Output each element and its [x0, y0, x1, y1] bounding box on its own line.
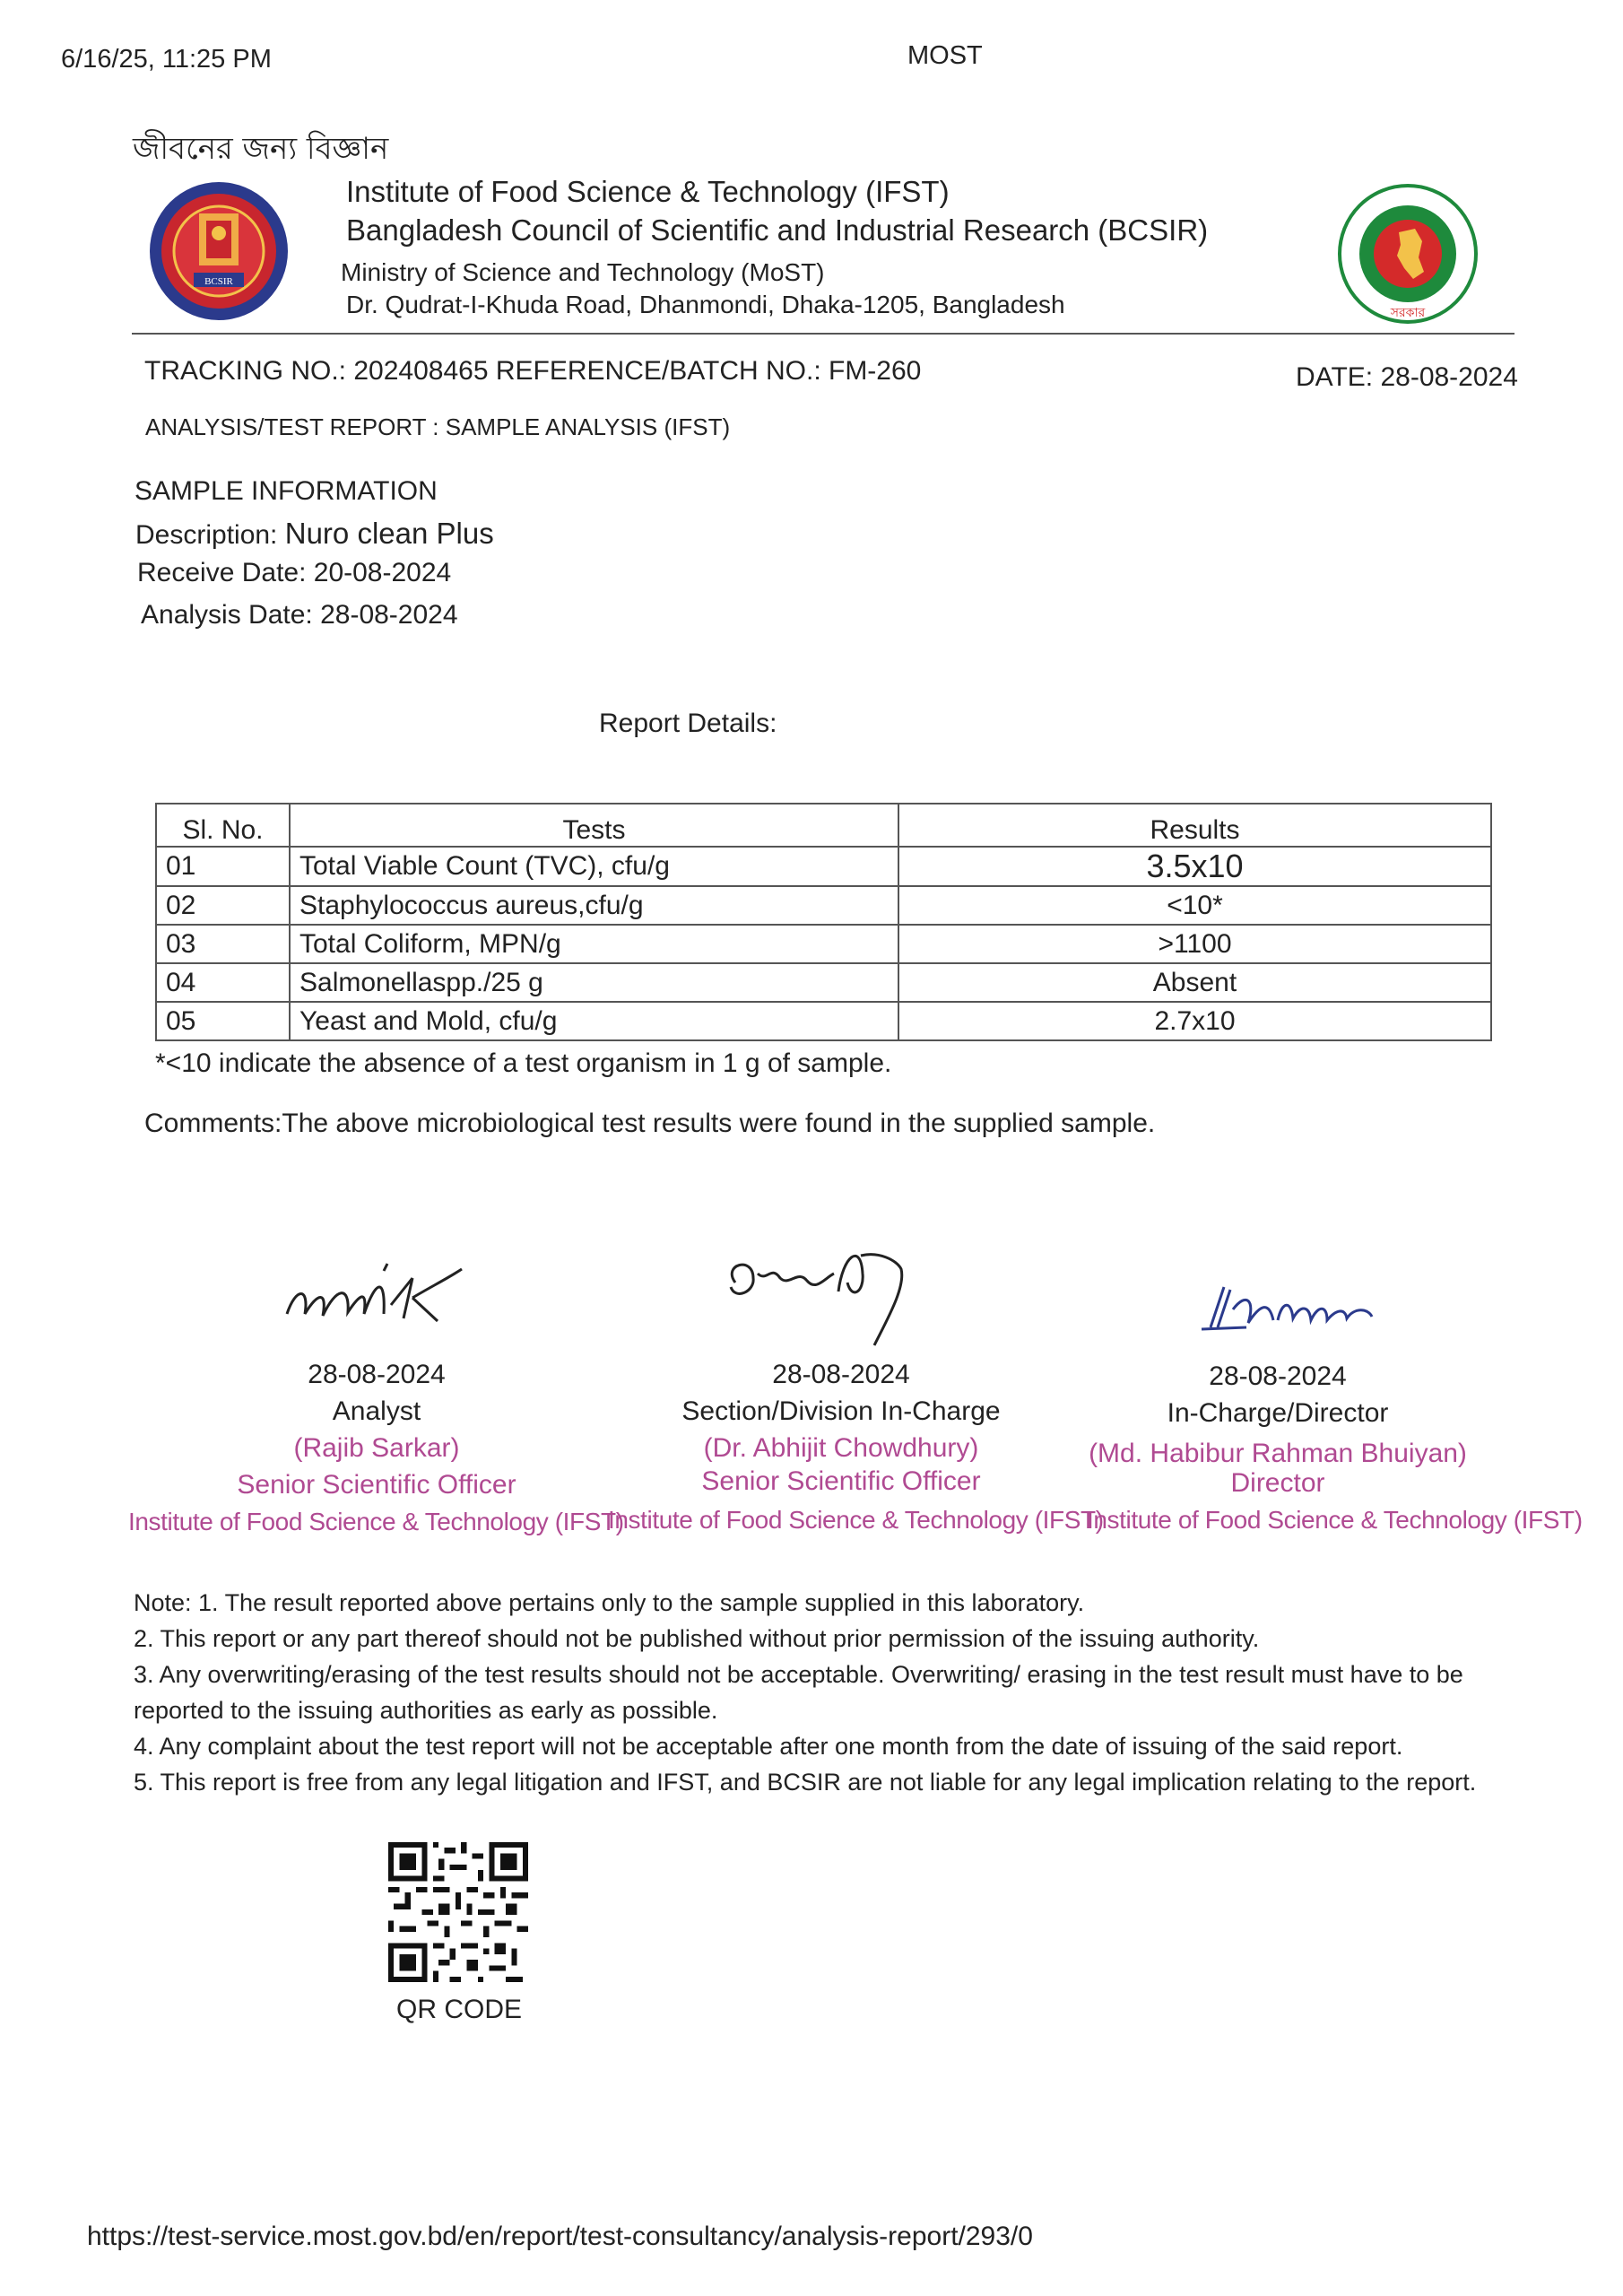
- bangladesh-govt-seal: [1336, 182, 1480, 326]
- test-cell: Yeast and Mold, cfu/g: [290, 1002, 898, 1040]
- test-cell: Total Viable Count (TVC), cfu/g: [290, 847, 898, 886]
- signatory-role: Section/Division In-Charge: [681, 1396, 1001, 1426]
- signatory-designation: Senior Scientific Officer: [701, 1466, 981, 1496]
- signatory-section-in-charge: [644, 1356, 1038, 1500]
- org-line-most: Ministry of Science and Technology (MoST): [341, 258, 825, 286]
- signatory-institute: Institute of Food Science & Technology (IFST): [1087, 1506, 1583, 1534]
- sample-heading: SAMPLE INFORMATION: [135, 476, 438, 506]
- print-datetime: 6/16/25, 11:25 PM: [61, 45, 272, 74]
- note-item: 4. Any complaint about the test report will not be acceptable after one month from the date of issuing of the said report.: [134, 1733, 1403, 1760]
- sl-cell: 05: [156, 1002, 290, 1040]
- signatory-designation: Director: [1230, 1468, 1325, 1498]
- qr-label: QR CODE: [396, 1995, 523, 2024]
- note-item: Note: 1. The result reported above pertains only to the sample supplied in this laboratory.: [134, 1589, 1085, 1616]
- sample-description: [135, 517, 494, 551]
- signatory-institute: Institute of Food Science & Technology (IFST): [608, 1506, 1104, 1534]
- bcsir-logo: [147, 179, 291, 323]
- note-item: 2. This report or any part thereof should not be published without prior permission of the issuing authority.: [134, 1625, 1260, 1652]
- director-signature: [1193, 1274, 1408, 1345]
- sample-analysis-date: Analysis Date: 28-08-2024: [141, 600, 458, 630]
- note-item: 3. Any overwriting/erasing of the test results should not be acceptable. Overwriting/ erasing in the test result must have to be reported to the issuing authorities as early as possible.: [134, 1661, 1463, 1724]
- result-cell: >1100: [898, 925, 1491, 963]
- table-row: [156, 963, 1491, 1002]
- test-cell: Salmonellaspp./25 g: [290, 963, 898, 1002]
- bangla-tagline: জীবনের জন্য বিজ্ঞান: [133, 131, 389, 167]
- test-cell: Staphylococcus aureus,cfu/g: [290, 886, 898, 925]
- govt-seal-text: সরকার: [1390, 306, 1426, 320]
- notes: [134, 1585, 1559, 1800]
- signatory-name: (Md. Habibur Rahman Bhuiyan): [1089, 1439, 1467, 1468]
- report-type: ANALYSIS/TEST REPORT : SAMPLE ANALYSIS (IFST): [145, 413, 731, 440]
- results-table-header: [156, 804, 1491, 847]
- result-cell: <10*: [898, 886, 1491, 925]
- result-cell: 2.7x10: [898, 1002, 1491, 1040]
- sl-cell: 01: [156, 847, 290, 886]
- table-row: [156, 1002, 1491, 1040]
- bcsir-logo-text: BCSIR: [204, 276, 233, 287]
- col-header-sl: Sl. No.: [156, 804, 290, 847]
- org-line-ifst: Institute of Food Science & Technology (IFST): [346, 175, 950, 208]
- qr-code: [388, 1842, 528, 1982]
- result-cell: 3.5x10: [898, 847, 1491, 886]
- signatory-date: 28-08-2024: [772, 1360, 910, 1389]
- header-divider: [132, 333, 1515, 335]
- signatory-designation: Senior Scientific Officer: [237, 1470, 516, 1500]
- org-line-address: Dr. Qudrat-I-Khuda Road, Dhanmondi, Dhaka-1205, Bangladesh: [346, 291, 1065, 318]
- sl-cell: 04: [156, 963, 290, 1002]
- signatory-date: 28-08-2024: [1209, 1361, 1347, 1391]
- signatory-name: (Dr. Abhijit Chowdhury): [703, 1433, 979, 1463]
- sl-cell: 03: [156, 925, 290, 963]
- analyst-signature: [278, 1251, 475, 1341]
- sample-receive-date: Receive Date: 20-08-2024: [137, 558, 452, 587]
- signatory-institute: Institute of Food Science & Technology (IFST): [128, 1508, 624, 1535]
- results-table: [155, 803, 1492, 1041]
- col-header-results: Results: [898, 804, 1491, 847]
- signatory-analyst: [179, 1356, 574, 1503]
- comments: Comments:The above microbiological test results were found in the supplied sample.: [144, 1109, 1156, 1138]
- signatory-date: 28-08-2024: [308, 1360, 446, 1389]
- table-footnote: *<10 indicate the absence of a test organism in 1 g of sample.: [155, 1048, 892, 1078]
- tracking-line: TRACKING NO.: 202408465 REFERENCE/BATCH NO.: FM-260: [144, 356, 922, 386]
- test-cell: Total Coliform, MPN/g: [290, 925, 898, 963]
- table-row: [156, 925, 1491, 963]
- report-date: DATE: 28-08-2024: [1296, 362, 1518, 392]
- report-details-heading: Report Details:: [599, 709, 777, 738]
- result-cell: Absent: [898, 963, 1491, 1002]
- sample-description-value: Nuro clean Plus: [284, 517, 494, 550]
- table-row: [156, 886, 1491, 925]
- note-item: 5. This report is free from any legal litigation and IFST, and BCSIR are not liable for any legal implication relating to the report.: [134, 1769, 1477, 1796]
- org-line-bcsir: Bangladesh Council of Scientific and Industrial Research (BCSIR): [346, 213, 1209, 247]
- signatory-role: Analyst: [332, 1396, 421, 1426]
- signatory-name: (Rajib Sarkar): [293, 1433, 460, 1463]
- table-row: [156, 847, 1491, 886]
- signatory-director: [1081, 1358, 1475, 1501]
- in-charge-signature: [717, 1238, 933, 1354]
- footer-url[interactable]: https://test-service.most.gov.bd/en/report/test-consultancy/analysis-report/293/0: [87, 2222, 1033, 2251]
- sl-cell: 02: [156, 886, 290, 925]
- print-title: MOST: [907, 41, 983, 70]
- sample-description-label: Description:: [135, 520, 278, 550]
- col-header-tests: Tests: [290, 804, 898, 847]
- signatory-role: In-Charge/Director: [1167, 1398, 1389, 1428]
